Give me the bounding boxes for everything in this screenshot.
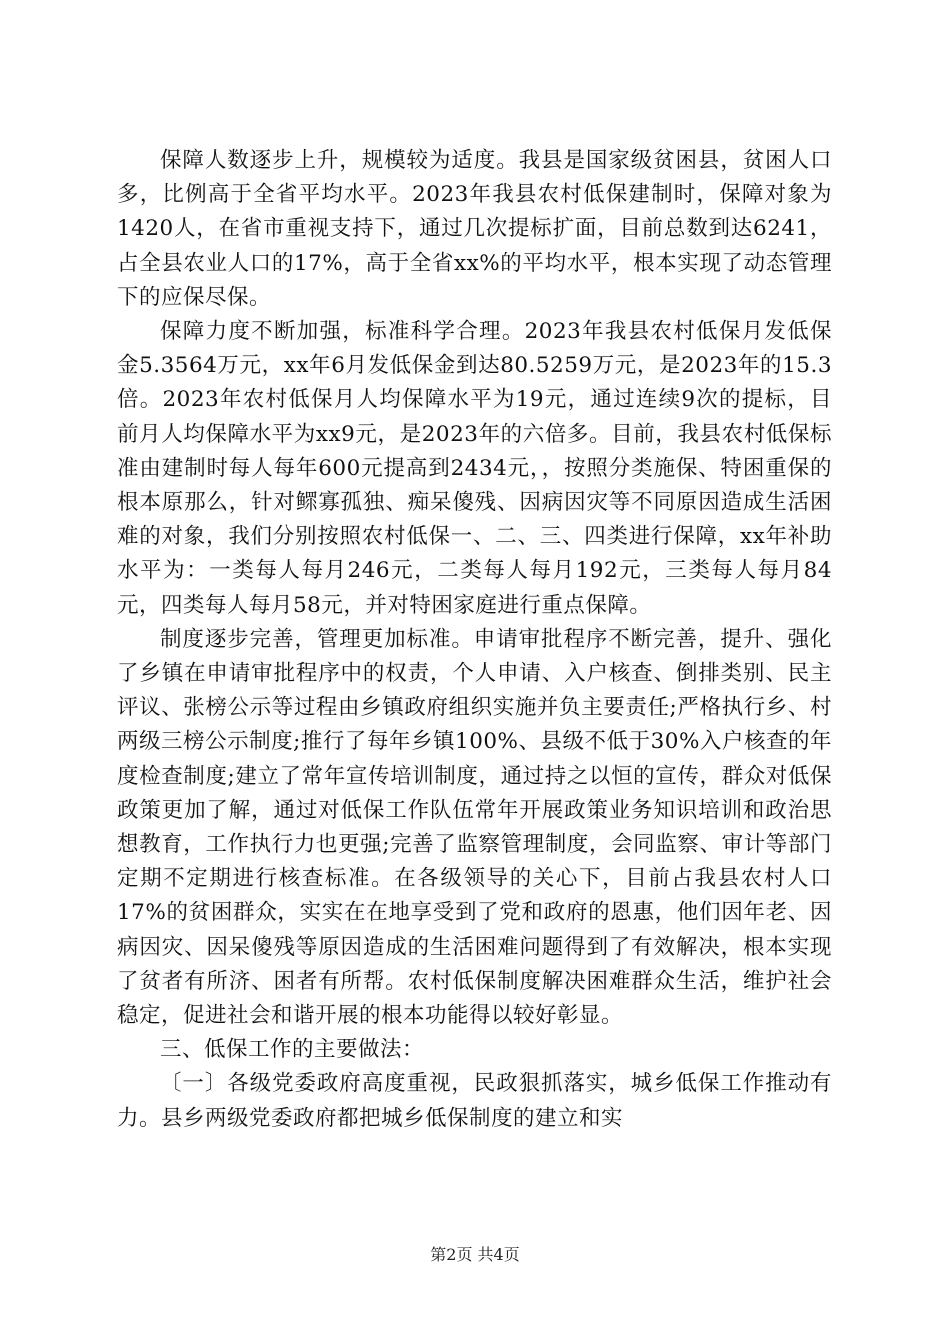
document-body — [117, 144, 832, 1136]
section-heading-main-practices: 三、低保工作的主要做法： — [160, 1037, 425, 1063]
paragraph-security-scale: 保障人数逐步上升，规模较为适度。我县是国家级贫困县，贫困人口多，比例高于全省平均水平。2023年我县农村低保建制时，保障对象为1420人，在省市重视支持下，通过几次提标扩面，目前总数到达6241，占全县农业人口的17%，高于全省xx%的平均水平，根本实现了动态管理下的应保尽保。 — [117, 148, 832, 310]
paragraph-security-strength: 保障力度不断加强，标准科学合理。2023年我县农村低保月发低保金5.3564万元，xx年6月发低保金到达80.5259万元，是2023年的15.3倍。2023年农村低保月人均保障水平为19元，通过连续9次的提标，目前月人均保障水平为xx9元，是2023年的六倍多。目前，我县农村低保标准由建制时每人每年600元提高到2434元，，按照分类施保、特困重保的根本原那么，针对鳏寡孤独、痴呆傻残、因病因灾等不同原因造成生活困难的对象，我们分别按照农村低保一、二、三、四类进行保障，xx年补助水平为：一类每人每月246元，二类每人每月192元，三类每人每月84元，四类每人每月58元，并对特困家庭进行重点保障。 — [117, 319, 832, 618]
paragraph-system-management: 制度逐步完善，管理更加标准。申请审批程序不断完善，提升、强化了乡镇在申请审批程序中的权责，个人申请、入户核查、倒排类别、民主评议、张榜公示等过程由乡镇政府组织实施并负主要责任;严格执行乡、村两级三榜公示制度;推行了每年乡镇100%、县级不低于30%入户核查的年度检查制度;建立了常年宣传培训制度，通过持之以恒的宣传，群众对低保政策更加了解，通过对低保工作队伍常年开展政策业务知识培训和政治思想教育，工作执行力也更强;完善了监察管理制度，会同监察、审计等部门定期不定期进行核查标准。在各级领导的关心下，目前占我县农村人口17%的贫困群众，实实在在地享受到了党和政府的恩惠，他们因年老、因病因灾、因呆傻残等原因造成的生活困难问题得到了有效解决，根本实现了贫者有所济、困者有所帮。农村低保制度解决困难群众生活，维护社会稳定，促进社会和谐开展的根本功能得以较好彰显。 — [117, 626, 832, 1029]
page-footer: 第2页 共4页 — [430, 1245, 520, 1264]
paragraph-party-government-attention: 〔一〕各级党委政府高度重视，民政狠抓落实，城乡低保工作推动有力。县乡两级党委政府都把城乡低保制度的建立和实 — [117, 1071, 832, 1131]
